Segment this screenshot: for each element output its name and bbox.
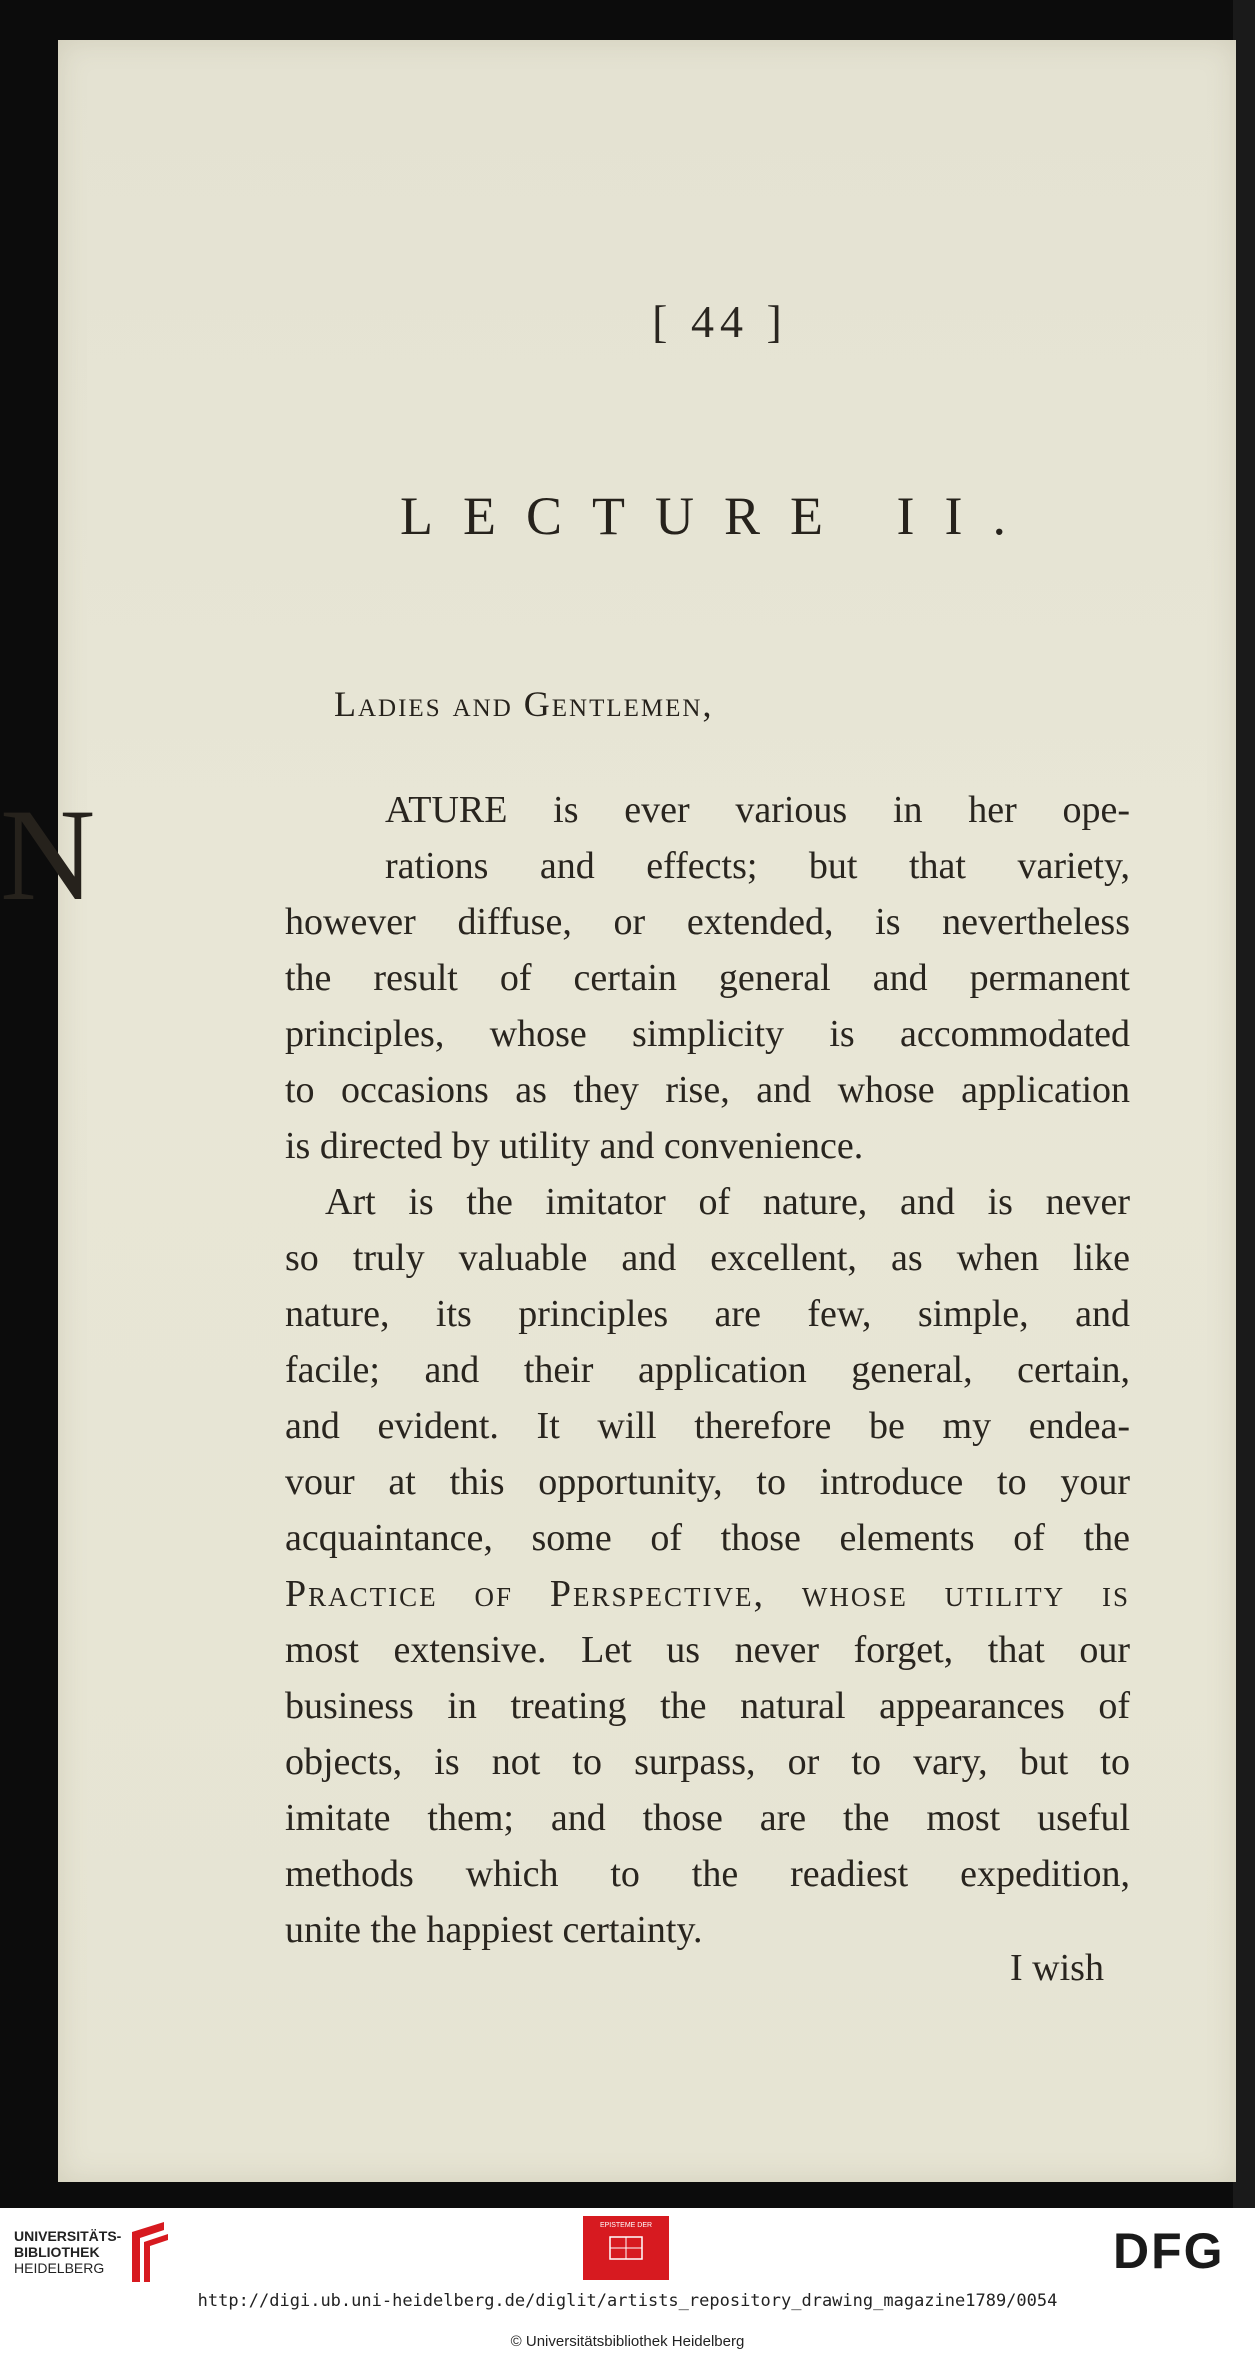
drop-cap: N — [0, 781, 96, 928]
text-line: methods which to the readiest expedition, — [285, 1853, 1130, 1895]
text-line: ATURE is ever various in her ope- — [385, 789, 1130, 831]
text-line: business in treating the natural appearances of — [285, 1685, 1130, 1727]
salutation: Ladies and Gentlemen, — [334, 684, 714, 724]
catchword: I wish — [1010, 1947, 1104, 1989]
text-line: Art is the imitator of nature, and is never — [325, 1181, 1130, 1223]
text-line: so truly valuable and excellent, as when like — [285, 1237, 1130, 1279]
text-line: acquaintance, some of those elements of the — [285, 1517, 1130, 1559]
page-number: [ 44 ] — [652, 296, 788, 347]
text-line: the result of certain general and permanent — [285, 957, 1130, 999]
episteme-logo-text: EPISTEME DER — [599, 2222, 653, 2229]
text-line: Practice of Perspective, whose utility is — [285, 1573, 1130, 1615]
library-mark-icon — [124, 2218, 174, 2288]
paragraph-1 — [285, 782, 1130, 1174]
episteme-mark-icon — [606, 2233, 646, 2263]
episteme-logo[interactable] — [583, 2216, 669, 2280]
text-line: imitate them; and those are the most useful — [285, 1797, 1130, 1839]
text-line: nature, its principles are few, simple, and — [285, 1293, 1130, 1335]
dfg-logo[interactable]: DFG — [1113, 2223, 1225, 2279]
library-name-line2: BIBLIOTHEK — [14, 2244, 100, 2260]
text-line: facile; and their application general, certain, — [285, 1349, 1130, 1391]
permalink-url[interactable]: http://digi.ub.uni-heidelberg.de/diglit/artists_repository_drawing_magazine1789/0054 — [197, 2291, 1058, 2311]
library-name-line1: UNIVERSITÄTS- — [14, 2228, 122, 2244]
lecture-title: LECTURE II. — [400, 486, 1036, 546]
text-line: principles, whose simplicity is accommodated — [285, 1013, 1130, 1055]
text-line: objects, is not to surpass, or to vary, but to — [285, 1741, 1130, 1783]
text-line: most extensive. Let us never forget, that our — [285, 1629, 1130, 1671]
paragraph-2 — [285, 1174, 1130, 1958]
text-line: is directed by utility and convenience. — [285, 1125, 864, 1167]
text-line: rations and effects; but that variety, — [385, 845, 1130, 887]
text-line: vour at this opportunity, to introduce to your — [285, 1461, 1130, 1503]
text-line: however diffuse, or extended, is nevertheless — [285, 901, 1130, 943]
text-line: to occasions as they rise, and whose application — [285, 1069, 1130, 1111]
copyright-notice: © Universitätsbibliothek Heidelberg — [510, 2333, 745, 2350]
text-line: unite the happiest certainty. — [285, 1909, 703, 1951]
text-line: and evident. It will therefore be my endea- — [285, 1405, 1130, 1447]
library-name-line3: HEIDELBERG — [14, 2260, 105, 2276]
